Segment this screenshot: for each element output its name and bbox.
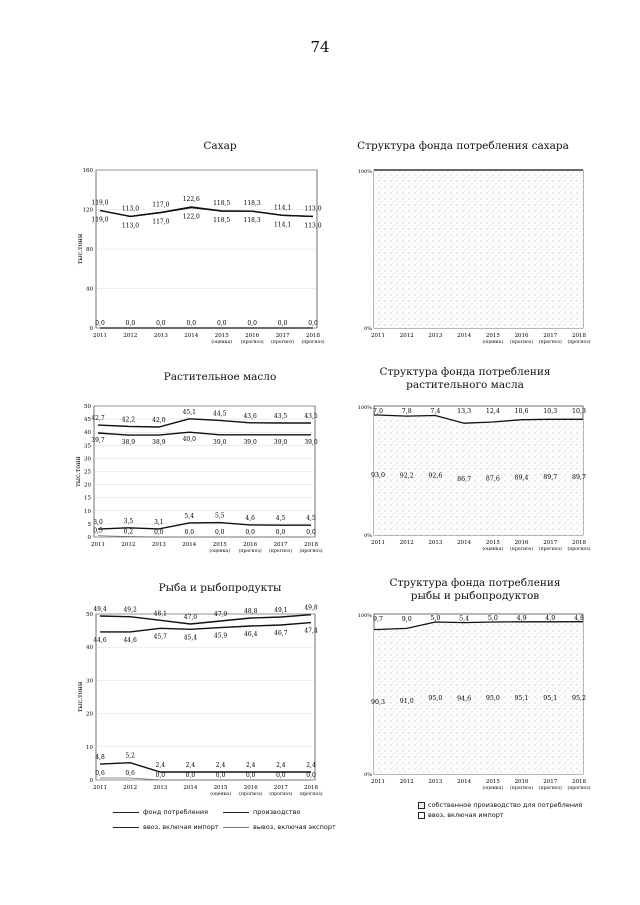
y-axis-label: тыс.тонн	[76, 233, 84, 265]
data-label: 2,4	[185, 762, 196, 770]
x-tick-label: 2012	[399, 333, 414, 339]
y-tick-label: 10	[84, 508, 91, 515]
data-label-own: 92,2	[399, 472, 414, 480]
x-tick-label: 2014	[183, 785, 198, 791]
x-tick-label: 2017	[543, 779, 558, 785]
chart-title-fish: Рыба и рыбопродукты	[158, 582, 282, 594]
data-label: 5,2	[125, 752, 135, 760]
chart-title-sugar-structure: Структура фонда потребления сахара	[357, 140, 569, 152]
y-tick-label: 20	[84, 482, 91, 489]
y-tick-label: 35	[84, 443, 91, 450]
x-tick-label: 2018	[304, 542, 318, 548]
x-tick-label: 2018	[304, 785, 318, 791]
x-tick-label: 2011	[371, 333, 385, 339]
data-label: 2,4	[306, 762, 316, 770]
data-label: 47,4	[304, 627, 318, 635]
data-label-own: 94,6	[457, 695, 472, 703]
data-label: 44,6	[93, 636, 107, 644]
y-tick-label: 0%	[364, 326, 372, 332]
data-label: 43,6	[243, 412, 257, 420]
y-tick-label: 15	[84, 495, 91, 502]
y-tick-label: 0	[87, 535, 91, 541]
x-tick-label: 2011	[93, 333, 107, 339]
data-label: 3,5	[123, 517, 134, 525]
data-label: 42,7	[91, 415, 105, 423]
data-label-import: 7,4	[430, 408, 441, 415]
x-tick-label: 2015	[213, 785, 228, 791]
x-tick-note: (оценка)	[211, 340, 233, 345]
data-label: 0,0	[306, 529, 316, 536]
data-label: 45,1	[182, 408, 196, 416]
x-tick-label: 2016	[514, 333, 529, 339]
data-label: 39,0	[273, 438, 288, 446]
chart-sugar	[76, 168, 325, 345]
data-label: 117,0	[152, 218, 170, 226]
x-tick-label: 2012	[123, 785, 138, 791]
y-tick-label: 40	[86, 286, 93, 293]
data-label-own: 95,0	[428, 695, 443, 702]
legend-item-import: ввоз, включая импорт	[113, 823, 219, 831]
x-tick-note: (прогноз)	[510, 786, 534, 791]
data-label: 0,0	[308, 320, 318, 327]
y-tick-label: 50	[84, 404, 91, 410]
data-label: 0,0	[214, 529, 225, 536]
data-label-own: 95,1	[543, 694, 558, 702]
data-label-own: 95,1	[514, 694, 529, 702]
data-label-import: 10,6	[514, 408, 529, 415]
x-tick-note: (прогноз)	[301, 340, 325, 345]
y-tick-label: 0%	[364, 533, 372, 539]
data-label: 2,4	[155, 762, 166, 770]
x-tick-note: (прогноз)	[538, 340, 562, 345]
data-label: 5,5	[214, 512, 225, 520]
data-label: 49,4	[93, 605, 107, 613]
data-label-import: 5,4	[459, 615, 470, 623]
x-tick-label: 2012	[399, 540, 414, 546]
data-label: 4,5	[306, 515, 316, 523]
x-tick-note: (прогноз)	[299, 549, 323, 554]
x-tick-label: 2014	[457, 540, 472, 546]
data-label-import: 10,3	[571, 408, 587, 415]
x-tick-note: (прогноз)	[538, 547, 562, 552]
x-tick-label: 2013	[153, 333, 168, 339]
y-tick-label: 0%	[364, 772, 372, 778]
data-label: 0,0	[95, 320, 105, 327]
data-label-import: 12,4	[485, 408, 500, 415]
data-label: 5,4	[184, 512, 195, 520]
x-tick-label: 2017	[543, 333, 558, 339]
chart-title-oil: Растительное масло	[163, 371, 277, 383]
data-label: 3,0	[93, 519, 103, 527]
data-label: 45,4	[183, 634, 198, 642]
y-axis-label: тыс.тонн	[76, 681, 84, 713]
data-label: 0,0	[215, 772, 226, 779]
data-label-import: 10,3	[543, 408, 558, 415]
x-tick-label: 2011	[371, 779, 385, 785]
data-label-own: 90,3	[370, 698, 386, 706]
data-label: 38,9	[121, 439, 136, 447]
x-tick-label: 2017	[543, 540, 558, 546]
x-tick-label: 2013	[151, 542, 166, 548]
x-tick-label: 2012	[121, 542, 136, 548]
y-tick-label: 20	[86, 711, 93, 718]
x-tick-label: 2017	[275, 333, 290, 339]
x-tick-note: (прогноз)	[567, 547, 591, 552]
data-label: 38,9	[152, 439, 166, 447]
x-tick-note: (прогноз)	[567, 340, 591, 345]
data-label: 49,8	[304, 604, 318, 612]
x-tick-note: (прогноз)	[510, 547, 534, 552]
data-label: 113,0	[121, 222, 140, 230]
chart-sugar-structure	[358, 169, 591, 345]
x-tick-label: 2016	[243, 542, 258, 548]
x-tick-note: (прогноз)	[299, 792, 323, 797]
y-tick-label: 40	[84, 430, 91, 437]
y-axis-label: тыс.тонн	[74, 456, 82, 487]
data-label: 0,0	[245, 529, 255, 536]
legend-item-own-production: собственное производство для потребления	[418, 801, 582, 809]
page-number: 74	[310, 38, 330, 56]
chart-title-fish-structure: Структура фонда потребления рыбы и рыбопродуктов	[389, 577, 561, 602]
y-tick-label: 10	[86, 744, 93, 751]
chart-fish	[76, 605, 323, 797]
data-label: 114,1	[273, 204, 292, 212]
data-label: 43,5	[304, 413, 318, 421]
data-label: 0,0	[186, 320, 197, 327]
data-label-import: 7,0	[372, 408, 384, 415]
data-label: 2,4	[215, 762, 226, 770]
chart-oil-structure	[358, 405, 591, 552]
x-tick-label: 2017	[273, 785, 288, 791]
legend-item-consumption: фонд потребления	[113, 808, 208, 816]
x-tick-label: 2014	[457, 333, 472, 339]
data-label-import: 13,3	[457, 408, 472, 415]
y-tick-label: 100%	[357, 169, 372, 175]
data-label: 48,8	[244, 607, 258, 615]
legend-right	[418, 801, 608, 823]
data-label-own: 86,7	[457, 476, 472, 484]
x-tick-note: (оценка)	[482, 547, 504, 552]
data-label: 4,6	[245, 514, 255, 522]
data-label: 3,1	[154, 518, 164, 526]
data-label: 2,4	[245, 762, 256, 770]
data-label: 119,0	[91, 199, 109, 207]
x-tick-label: 2015	[485, 540, 500, 546]
data-label: 0,5	[93, 527, 103, 535]
legend-item-export: вывоз, включая экспорт	[223, 823, 336, 831]
data-label: 40,0	[182, 436, 196, 444]
data-label: 0,0	[276, 772, 286, 779]
x-tick-label: 2015	[212, 542, 227, 548]
data-label-import: 4,9	[516, 615, 527, 622]
legend-left	[113, 808, 343, 838]
x-tick-label: 2013	[153, 785, 168, 791]
y-tick-label: 40	[86, 645, 93, 652]
y-tick-label: 120	[82, 207, 93, 214]
x-tick-label: 2016	[514, 779, 529, 785]
x-tick-label: 2015	[214, 333, 229, 339]
chart-title-oil-structure: Структура фонда потребления растительного масла	[379, 366, 551, 391]
y-tick-label: 80	[86, 247, 93, 253]
x-tick-note: (прогноз)	[269, 549, 293, 554]
y-tick-label: 100%	[357, 405, 372, 411]
data-label: 0,2	[123, 528, 134, 536]
data-label-own: 87,6	[485, 475, 500, 483]
y-tick-label: 160	[82, 168, 93, 174]
data-label: 49,1	[274, 606, 288, 614]
chart-fish-structure	[358, 613, 591, 791]
data-label: 0,6	[125, 770, 135, 778]
data-label-import: 9,0	[401, 616, 412, 623]
data-label: 0,6	[95, 770, 105, 778]
data-label: 39,0	[304, 438, 318, 446]
data-label-import: 5,0	[487, 615, 498, 622]
x-tick-note: (прогноз)	[538, 786, 562, 791]
y-tick-label: 30	[84, 456, 91, 463]
legend-item-production: производство	[223, 808, 301, 816]
data-label: 118,3	[243, 217, 261, 225]
data-label-import: 7,8	[401, 408, 412, 415]
data-label: 45,7	[153, 633, 167, 641]
data-label: 0,0	[247, 320, 257, 327]
data-label: 46,7	[274, 629, 288, 637]
x-tick-label: 2013	[428, 333, 443, 339]
x-tick-note: (прогноз)	[269, 792, 293, 797]
data-label: 0,0	[306, 772, 316, 779]
data-label: 0,0	[125, 320, 136, 327]
x-tick-label: 2018	[306, 333, 320, 339]
x-tick-label: 2018	[572, 540, 586, 546]
x-tick-note: (оценка)	[209, 549, 231, 554]
x-tick-note: (оценка)	[210, 792, 231, 797]
data-label: 118,3	[243, 200, 261, 208]
data-label: 2,4	[276, 762, 286, 770]
data-label: 44,5	[213, 410, 227, 418]
data-label: 0,0	[185, 772, 196, 779]
data-label: 39,0	[213, 438, 227, 446]
data-label: 48,1	[153, 610, 167, 618]
x-tick-note: (оценка)	[482, 786, 504, 791]
data-label: 0,0	[275, 529, 286, 536]
data-label: 0,0	[154, 529, 164, 536]
y-tick-label: 5	[87, 521, 91, 528]
data-label: 0,0	[216, 320, 227, 327]
y-tick-label: 0	[89, 326, 93, 332]
data-label: 113,0	[304, 222, 322, 230]
data-label: 47,9	[213, 610, 228, 618]
data-label-own: 93,0	[370, 472, 386, 480]
x-tick-label: 2012	[399, 779, 414, 785]
data-label-import: 4,8	[573, 615, 585, 622]
data-label: 43,5	[273, 413, 288, 421]
data-label: 39,0	[243, 438, 257, 446]
data-label: 49,2	[123, 606, 137, 614]
y-tick-label: 50	[86, 612, 93, 618]
data-label: 118,5	[213, 199, 231, 207]
y-tick-label: 45	[84, 417, 91, 424]
x-tick-note: (прогноз)	[567, 786, 591, 791]
x-tick-label: 2013	[428, 540, 443, 546]
x-tick-note: (прогноз)	[271, 340, 295, 345]
data-label: 42,2	[121, 416, 136, 424]
data-label: 0,0	[155, 772, 166, 779]
y-tick-label: 100%	[357, 613, 372, 619]
x-tick-label: 2014	[182, 542, 197, 548]
data-label: 118,5	[213, 216, 231, 224]
data-label: 122,6	[182, 195, 200, 203]
data-label: 39,7	[91, 436, 105, 444]
data-label-own: 92,6	[428, 472, 443, 480]
data-label: 0,0	[184, 529, 195, 536]
x-tick-label: 2011	[371, 540, 385, 546]
x-tick-label: 2014	[184, 333, 199, 339]
data-label-own: 89,4	[514, 474, 529, 482]
x-tick-note: (прогноз)	[238, 549, 262, 554]
x-tick-label: 2018	[572, 333, 586, 339]
x-tick-label: 2016	[514, 540, 529, 546]
data-label-own: 91,0	[399, 698, 414, 706]
x-tick-label: 2013	[428, 779, 443, 785]
x-tick-label: 2012	[123, 333, 138, 339]
data-label: 122,0	[182, 213, 200, 221]
y-tick-label: 30	[86, 678, 93, 685]
data-label: 113,0	[121, 205, 140, 213]
area-own-production	[374, 170, 583, 328]
data-label: 114,1	[273, 221, 292, 229]
x-tick-label: 2016	[243, 785, 258, 791]
x-tick-label: 2011	[93, 785, 107, 791]
data-label-own: 95,0	[485, 695, 500, 702]
x-tick-label: 2011	[91, 542, 105, 548]
y-tick-label: 0	[89, 778, 93, 784]
data-label: 44,6	[123, 636, 137, 644]
x-tick-note: (прогноз)	[240, 340, 264, 345]
x-tick-note: (прогноз)	[510, 340, 534, 345]
data-label-own: 89,7	[543, 474, 558, 482]
x-tick-label: 2017	[273, 542, 288, 548]
data-label: 0,0	[245, 772, 256, 779]
chart-oil	[74, 404, 323, 554]
data-label: 117,0	[152, 201, 170, 209]
x-tick-label: 2015	[485, 779, 500, 785]
data-label: 42,0	[152, 416, 166, 424]
data-label: 46,4	[244, 630, 258, 638]
x-tick-label: 2014	[457, 779, 472, 785]
data-label: 0,0	[156, 320, 166, 327]
data-label: 47,0	[183, 613, 198, 621]
data-label-own: 89,7	[571, 474, 587, 482]
data-label-import: 9,7	[372, 616, 384, 623]
x-tick-note: (прогноз)	[239, 792, 263, 797]
x-tick-note: (оценка)	[482, 340, 504, 345]
chart-title-sugar: Сахар	[203, 140, 237, 152]
data-label-own: 95,2	[571, 694, 587, 702]
x-tick-label: 2018	[572, 779, 586, 785]
data-label: 4,5	[275, 515, 286, 523]
y-tick-label: 25	[84, 469, 91, 476]
x-tick-label: 2016	[245, 333, 260, 339]
data-label: 45,9	[213, 632, 228, 640]
legend-item-import-share: ввоз, включая импорт	[418, 811, 504, 819]
data-label: 0,0	[277, 320, 288, 327]
data-label: 4,8	[95, 754, 105, 762]
data-label-import: 5,0	[430, 615, 441, 622]
data-label: 119,0	[91, 216, 109, 224]
data-label-import: 4,9	[545, 615, 556, 622]
x-tick-label: 2015	[485, 333, 500, 339]
data-label: 113,0	[304, 205, 322, 213]
